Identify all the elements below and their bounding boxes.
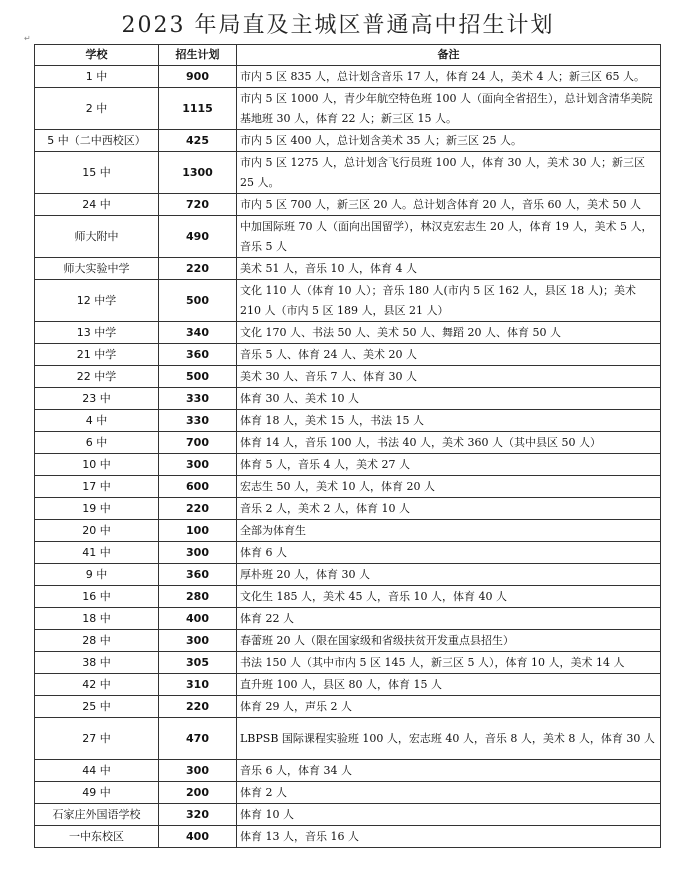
school-cell: 13 中学: [35, 322, 159, 344]
header-school: 学校: [35, 45, 159, 66]
school-cell: 20 中: [35, 520, 159, 542]
note-cell: 直升班 100 人，县区 80 人，体育 15 人: [237, 674, 661, 696]
note-cell: 市内 5 区 835 人，总计划含音乐 17 人，体育 24 人，美术 4 人；新三区 65 人。: [237, 66, 661, 88]
count-cell: 500: [159, 366, 237, 388]
note-cell: 体育 5 人，音乐 4 人，美术 27 人: [237, 454, 661, 476]
count-cell: 360: [159, 344, 237, 366]
table-row: [35, 718, 661, 760]
table-row: [35, 608, 661, 630]
table-row: [35, 194, 661, 216]
table-row: [35, 782, 661, 804]
table-header-row: [35, 45, 661, 66]
table-row: [35, 826, 661, 848]
count-cell: 220: [159, 258, 237, 280]
note-cell: LBPSB 国际课程实验班 100 人，宏志班 40 人，音乐 8 人，美术 8 人，体育 30 人: [237, 718, 661, 760]
count-cell: 470: [159, 718, 237, 760]
note-cell: 市内 5 区 1275 人，总计划含飞行员班 100 人，体育 30 人，美术 30 人；新三区 25 人。: [237, 152, 661, 194]
note-cell: 春蕾班 20 人（限在国家级和省级扶贫开发重点县招生）: [237, 630, 661, 652]
table-row: [35, 542, 661, 564]
school-cell: 2 中: [35, 88, 159, 130]
note-cell: 市内 5 区 400 人，总计划含美术 35 人；新三区 25 人。: [237, 130, 661, 152]
table-row: [35, 652, 661, 674]
count-cell: 220: [159, 498, 237, 520]
page-title: 2023 年局直及主城区普通高中招生计划: [121, 13, 555, 38]
table-row: [35, 388, 661, 410]
count-cell: 310: [159, 674, 237, 696]
school-cell: 18 中: [35, 608, 159, 630]
school-cell: 15 中: [35, 152, 159, 194]
enrollment-plan-table: [34, 44, 661, 848]
note-cell: 市内 5 区 1000 人，青少年航空特色班 100 人（面向全省招生），总计划含清华美院基地班 30 人，体育 22 人；新三区 15 人。: [237, 88, 661, 130]
table-row: [35, 630, 661, 652]
school-cell: 一中东校区: [35, 826, 159, 848]
school-cell: 27 中: [35, 718, 159, 760]
school-cell: 44 中: [35, 760, 159, 782]
table-row: [35, 216, 661, 258]
school-cell: 5 中（二中西校区）: [35, 130, 159, 152]
note-cell: 音乐 6 人，体育 34 人: [237, 760, 661, 782]
note-cell: 体育 30 人、美术 10 人: [237, 388, 661, 410]
note-cell: 宏志生 50 人，美术 10 人，体育 20 人: [237, 476, 661, 498]
note-cell: 书法 150 人（其中市内 5 区 145 人，新三区 5 人），体育 10 人，美术 14 人: [237, 652, 661, 674]
school-cell: 12 中学: [35, 280, 159, 322]
count-cell: 305: [159, 652, 237, 674]
table-row: [35, 498, 661, 520]
note-cell: 市内 5 区 700 人，新三区 20 人。总计划含体育 20 人，音乐 60 人，美术 50 人: [237, 194, 661, 216]
note-cell: 音乐 5 人、体育 24 人、美术 20 人: [237, 344, 661, 366]
table-row: [35, 66, 661, 88]
school-cell: 41 中: [35, 542, 159, 564]
count-cell: 490: [159, 216, 237, 258]
table-row: [35, 476, 661, 498]
table-row: [35, 280, 661, 322]
note-cell: 体育 22 人: [237, 608, 661, 630]
count-cell: 300: [159, 630, 237, 652]
count-cell: 900: [159, 66, 237, 88]
header-note: 备注: [237, 45, 661, 66]
note-cell: 体育 2 人: [237, 782, 661, 804]
count-cell: 1115: [159, 88, 237, 130]
school-cell: 38 中: [35, 652, 159, 674]
school-cell: 6 中: [35, 432, 159, 454]
table-row: [35, 258, 661, 280]
school-cell: 28 中: [35, 630, 159, 652]
count-cell: 280: [159, 586, 237, 608]
school-cell: 10 中: [35, 454, 159, 476]
count-cell: 340: [159, 322, 237, 344]
table-row: [35, 564, 661, 586]
table-row: [35, 344, 661, 366]
table-row: [35, 804, 661, 826]
school-cell: 师大附中: [35, 216, 159, 258]
school-cell: 16 中: [35, 586, 159, 608]
count-cell: 720: [159, 194, 237, 216]
note-cell: 文化生 185 人，美术 45 人，音乐 10 人，体育 40 人: [237, 586, 661, 608]
table-row: [35, 432, 661, 454]
table-row: [35, 586, 661, 608]
header-count: 招生计划: [159, 45, 237, 66]
note-cell: 厚朴班 20 人，体育 30 人: [237, 564, 661, 586]
table-row: [35, 696, 661, 718]
note-cell: 体育 29 人，声乐 2 人: [237, 696, 661, 718]
count-cell: 300: [159, 760, 237, 782]
count-cell: 1300: [159, 152, 237, 194]
school-cell: 4 中: [35, 410, 159, 432]
note-cell: 体育 18 人，美术 15 人，书法 15 人: [237, 410, 661, 432]
table-row: [35, 88, 661, 130]
count-cell: 500: [159, 280, 237, 322]
count-cell: 320: [159, 804, 237, 826]
note-cell: 美术 30 人、音乐 7 人、体育 30 人: [237, 366, 661, 388]
note-cell: 体育 13 人，音乐 16 人: [237, 826, 661, 848]
count-cell: 400: [159, 826, 237, 848]
school-cell: 19 中: [35, 498, 159, 520]
return-mark-icon: ↵: [24, 34, 31, 43]
school-cell: 42 中: [35, 674, 159, 696]
count-cell: 425: [159, 130, 237, 152]
table-row: [35, 520, 661, 542]
note-cell: 文化 170 人、书法 50 人、美术 50 人、舞蹈 20 人、体育 50 人: [237, 322, 661, 344]
table-row: [35, 366, 661, 388]
table-row: [35, 760, 661, 782]
note-cell: 音乐 2 人，美术 2 人，体育 10 人: [237, 498, 661, 520]
school-cell: 21 中学: [35, 344, 159, 366]
count-cell: 600: [159, 476, 237, 498]
school-cell: 1 中: [35, 66, 159, 88]
count-cell: 700: [159, 432, 237, 454]
school-cell: 17 中: [35, 476, 159, 498]
note-cell: 体育 6 人: [237, 542, 661, 564]
count-cell: 200: [159, 782, 237, 804]
note-cell: 体育 10 人: [237, 804, 661, 826]
table-row: [35, 674, 661, 696]
count-cell: 300: [159, 454, 237, 476]
school-cell: 23 中: [35, 388, 159, 410]
count-cell: 100: [159, 520, 237, 542]
table-row: [35, 130, 661, 152]
note-cell: 文化 110 人（体育 10 人）；音乐 180 人(市内 5 区 162 人，县区 18 人)；美术 210 人（市内 5 区 189 人，县区 21 人）: [237, 280, 661, 322]
note-cell: 体育 14 人，音乐 100 人，书法 40 人，美术 360 人（其中县区 50 人）: [237, 432, 661, 454]
school-cell: 49 中: [35, 782, 159, 804]
school-cell: 25 中: [35, 696, 159, 718]
table-row: [35, 454, 661, 476]
count-cell: 360: [159, 564, 237, 586]
count-cell: 330: [159, 410, 237, 432]
school-cell: 9 中: [35, 564, 159, 586]
note-cell: 中加国际班 70 人（面向出国留学），林汉克宏志生 20 人，体育 19 人，美术 5 人，音乐 5 人: [237, 216, 661, 258]
school-cell: 22 中学: [35, 366, 159, 388]
school-cell: 石家庄外国语学校: [35, 804, 159, 826]
count-cell: 220: [159, 696, 237, 718]
note-cell: 美术 51 人，音乐 10 人，体育 4 人: [237, 258, 661, 280]
note-cell: 全部为体育生: [237, 520, 661, 542]
school-cell: 24 中: [35, 194, 159, 216]
table-row: [35, 322, 661, 344]
count-cell: 300: [159, 542, 237, 564]
count-cell: 400: [159, 608, 237, 630]
school-cell: 师大实验中学: [35, 258, 159, 280]
table-row: [35, 152, 661, 194]
table-row: [35, 410, 661, 432]
count-cell: 330: [159, 388, 237, 410]
